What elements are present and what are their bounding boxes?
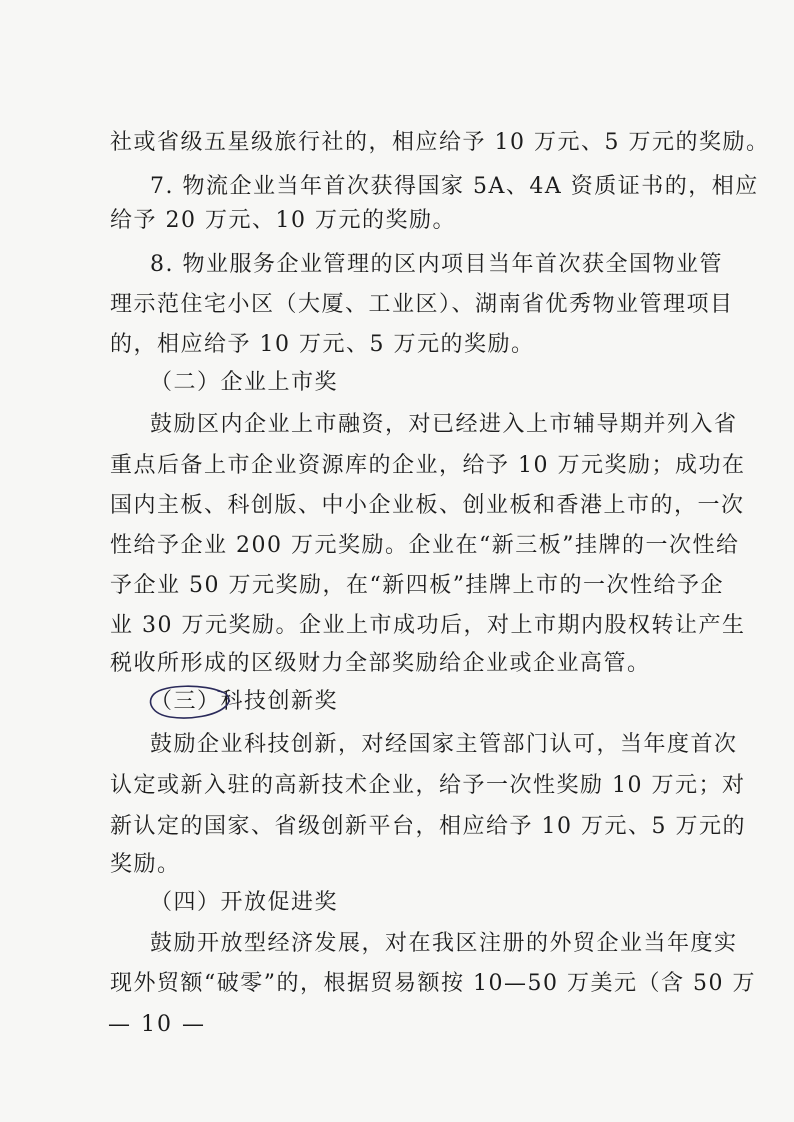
- paragraph-line: 税收所形成的区级财力全部奖励给企业或企业高管。: [110, 651, 651, 676]
- paragraph-line: 社或省级五星级旅行社的，相应给予 10 万元、5 万元的奖励。: [110, 130, 770, 155]
- paragraph-line: 予企业 50 万元奖励，在“新四板”挂牌上市的一次性给予企: [110, 573, 724, 598]
- paragraph-line: 业 30 万元奖励。企业上市成功后，对上市期内股权转让产生: [110, 613, 746, 638]
- section-heading: （二）企业上市奖: [150, 370, 339, 395]
- paragraph-line: 7. 物流企业当年首次获得国家 5A、4A 资质证书的，相应: [150, 174, 759, 199]
- paragraph-line: 重点后备上市企业资源库的企业，给予 10 万元奖励；成功在: [110, 453, 746, 478]
- paragraph-line: 性给予企业 200 万元奖励。企业在“新三板”挂牌的一次性给: [110, 533, 740, 558]
- paragraph-line: 新认定的国家、省级创新平台，相应给予 10 万元、5 万元的: [110, 814, 746, 839]
- paragraph-line: 认定或新入驻的高新技术企业，给予一次性奖励 10 万元；对: [110, 773, 746, 798]
- paragraph-line: 奖励。: [110, 852, 181, 877]
- paragraph-line: 鼓励企业科技创新，对经国家主管部门认可，当年度首次: [150, 732, 738, 757]
- section-heading: （四）开放促进奖: [150, 890, 339, 915]
- page-number: — 10 —: [108, 1012, 206, 1037]
- paragraph-line: 8. 物业服务企业管理的区内项目当年首次获全国物业管: [150, 252, 723, 277]
- paragraph-line: 鼓励开放型经济发展，对在我区注册的外贸企业当年度实: [150, 931, 738, 956]
- paragraph-line: 的，相应给予 10 万元、5 万元的奖励。: [110, 332, 535, 357]
- paragraph-line: 理示范住宅小区（大厦、工业区）、湖南省优秀物业管理项目: [110, 292, 734, 317]
- paragraph-line: 给予 20 万元、10 万元的奖励。: [110, 208, 456, 233]
- paragraph-line: 现外贸额“破零”的，根据贸易额按 10—50 万美元（含 50 万: [110, 971, 756, 996]
- paragraph-line: 鼓励区内企业上市融资，对已经进入上市辅导期并列入省: [150, 412, 738, 437]
- section-heading: （三）科技创新奖: [150, 689, 339, 714]
- paragraph-line: 国内主板、科创版、中小企业板、创业板和香港上市的，一次: [110, 493, 745, 518]
